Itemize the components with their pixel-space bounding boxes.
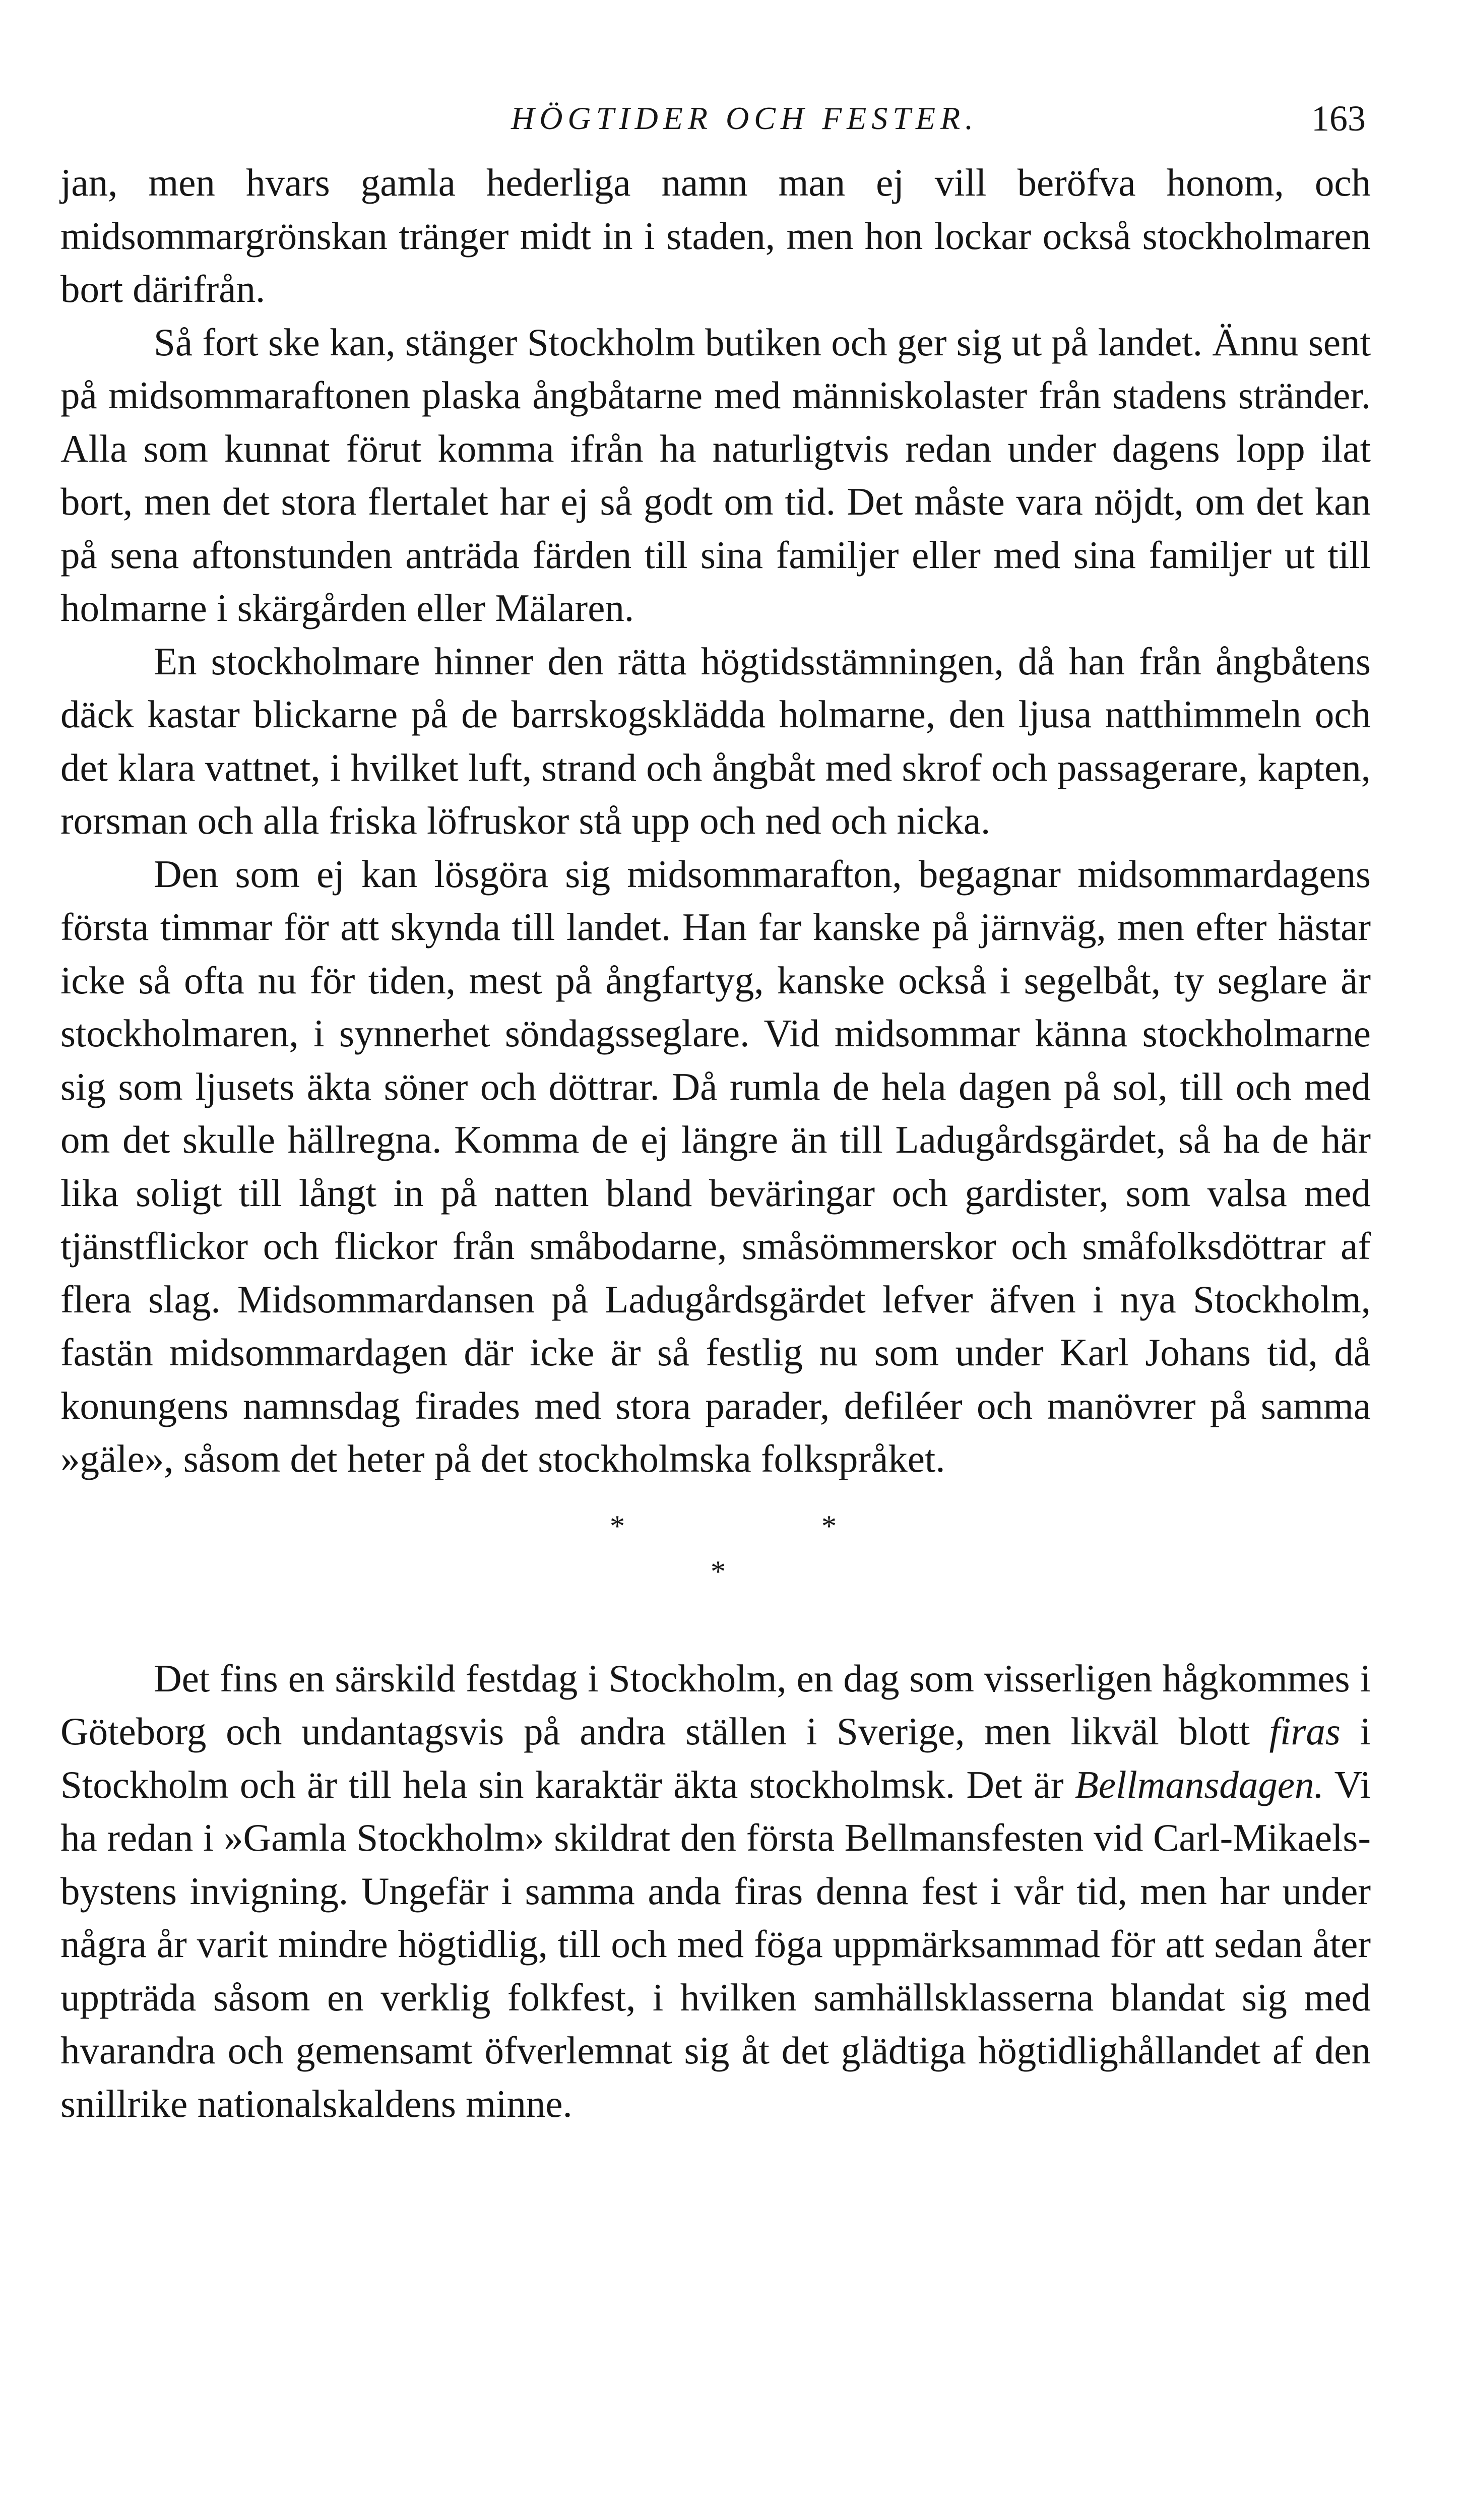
- asterisk-ornament: *: [711, 1554, 726, 1588]
- section-separator: [60, 1501, 1371, 1652]
- asterisk-ornament: *: [610, 1509, 625, 1543]
- italic-word: firas: [1269, 1710, 1341, 1753]
- italic-word: Bellmansdagen.: [1074, 1762, 1324, 1806]
- page-header: [58, 93, 1366, 154]
- asterisk-ornament: *: [821, 1509, 837, 1543]
- running-title: HÖGTIDER OCH FESTER.: [511, 100, 979, 136]
- page-number: 163: [1311, 98, 1366, 139]
- text-run: i Stockholm och är till hela sin karaktär äkta stockholmsk. Det är: [60, 1710, 1371, 1806]
- text-run: Det fins en särskild festdag i Stockholm, en dag som visserligen hågkommes i Göteborg och undantagsvis på andra ställen i Sverige, men likväl blott: [60, 1656, 1371, 1753]
- body-text: [60, 156, 1371, 2130]
- paragraph-bellmansdagen: [60, 1652, 1371, 2131]
- text-run: Vi ha redan i »Gamla Stockholm» skildrat den första Bellmansfesten vid Carl-Mikaels-bystens invigning. Ungefär i samma anda firas denna fest i vår tid, men har under några år varit mindre högtidlig, till och med föga uppmärksammad för att sedan åter uppträda såsom en verklig folkfest, i hvilken samhällsklasserna blandat sig med hvarandra och gemensamt öfverlemnat sig åt det glädtiga högtidlighållandet af den snillrike nationalskaldens minne.: [60, 1762, 1371, 2125]
- paragraph: Den som ej kan lösgöra sig midsommarafton, begagnar midsommardagens första timmar för att skynda till landet. Han far kanske på järnväg, men efter hästar icke så ofta nu för tiden, mest på ångfartyg, kanske också i segelbåt, ty seglare är stockholmaren, i synnerhet söndagsseglare. Vid midsommar känna stockholmarne sig som ljusets äkta söner och döttrar. Då rumla de hela dagen på sol, till och med om det skulle hällregna. Komma de ej längre än till Ladugårdsgärdet, så ha de här lika soligt till långt in på natten bland beväringar och gardister, som valsa med tjänstflickor och flickor från småbodarne, småsömmerskor och småfolksdöttrar af flera slag. Midsommardansen på Ladugårdsgärdet lefver äfven i nya Stockholm, fastän midsommardagen där icke är så festlig nu som under Karl Johans tid, då konungens namnsdag firades med stora parader, defiléer och manövrer på samma »gäle», såsom det heter på det stockholmska folkspråket.: [60, 852, 1371, 1480]
- paragraph: En stockholmare hinner den rätta högtidsstämningen, då han från ångbåtens däck kastar blickarne på de barrskogsklädda holmarne, den ljusa natthimmeln och det klara vattnet, i hvilket luft, strand och ångbåt med skrof och passagerare, kapten, rorsman och alla friska löfruskor stå upp och ned och nicka.: [60, 639, 1371, 842]
- paragraph: Så fort ske kan, stänger Stockholm butiken och ger sig ut på landet. Ännu sent på midsommaraftonen plaska ångbåtarne med människolaster från stadens stränder. Alla som kunnat förut komma ifrån ha naturligtvis redan under dagens lopp ilat bort, men det stora flertalet har ej så godt om tid. Det måste vara nöjdt, om det kan på sena aftonstunden anträda färden till sina familjer eller med sina familjer ut till holmarne i skärgården eller Mälaren.: [60, 320, 1371, 629]
- paragraph-continued: jan, men hvars gamla hederliga namn man ej vill beröfva honom, och midsommargrönskan tränger midt in i staden, men hon lockar också stockholmaren bort därifrån.: [60, 161, 1371, 310]
